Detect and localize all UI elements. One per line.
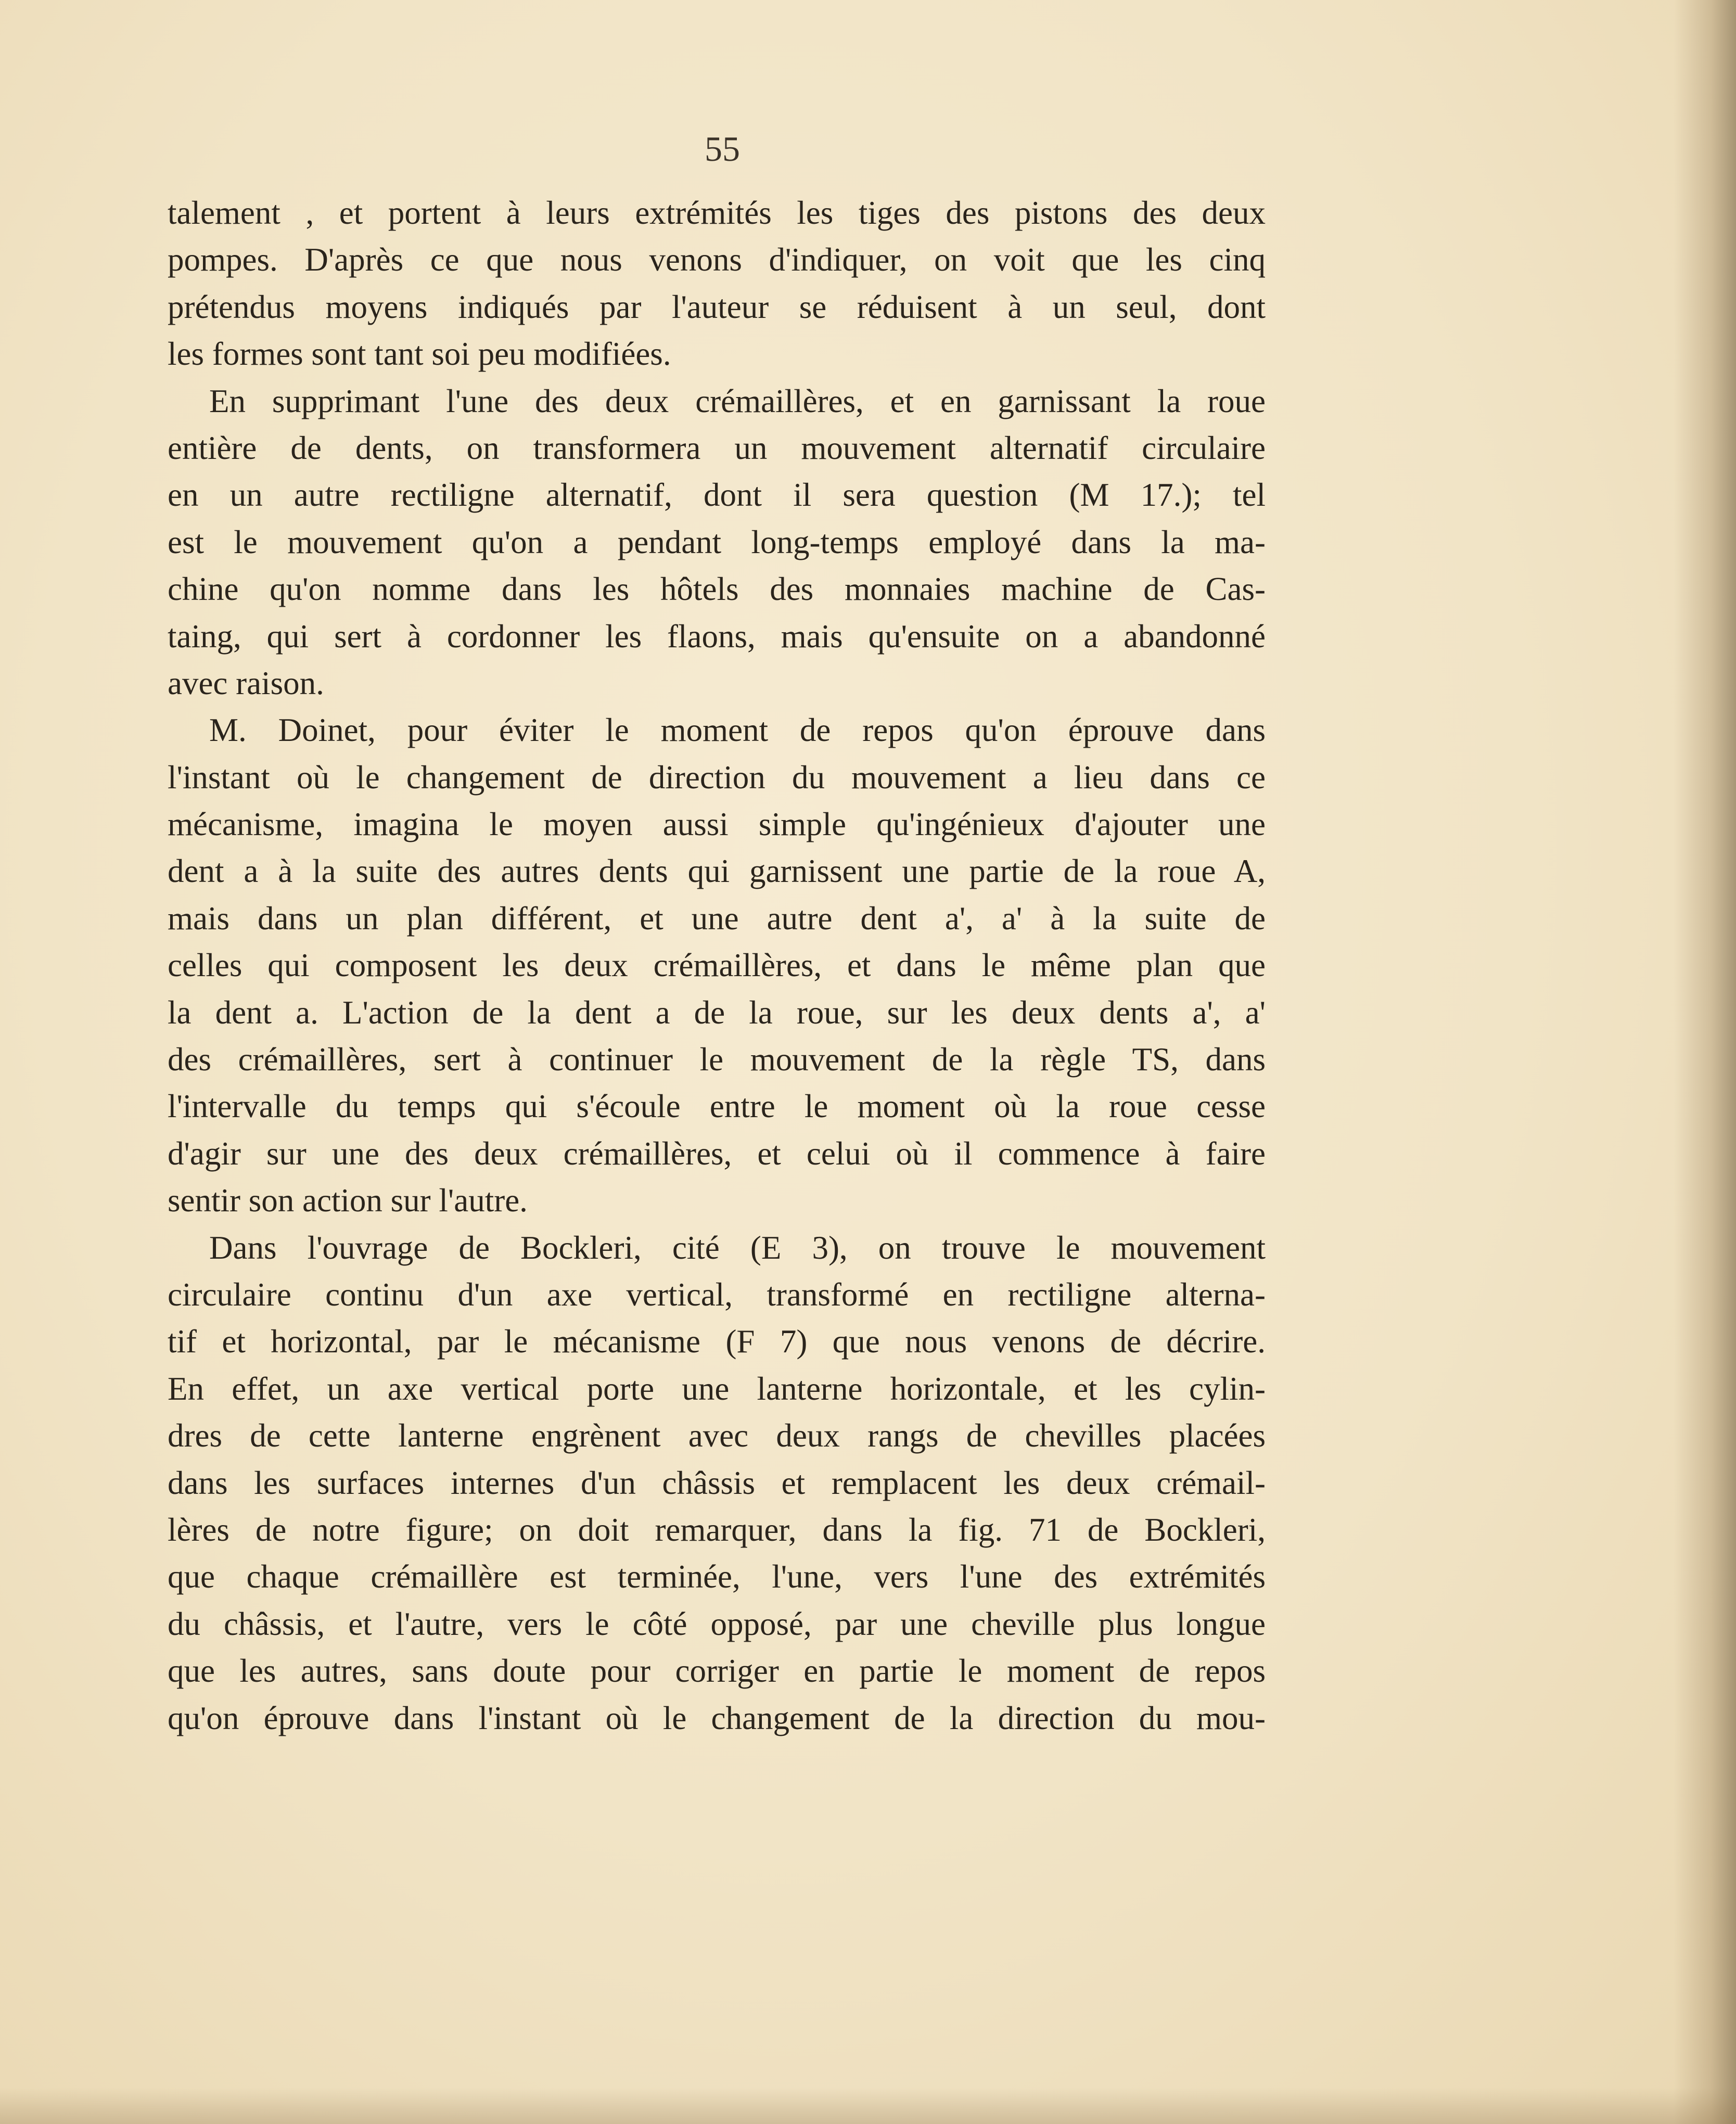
text-line: prétendus moyens indiqués par l'auteur se réduisent à un seul, dont: [168, 288, 1266, 325]
text-line: Dans l'ouvrage de Bockleri, cité (E 3), on trouve le mouvement: [209, 1229, 1266, 1266]
text-line: lères de notre figure; on doit remarquer, dans la fig. 71 de Bockleri,: [168, 1511, 1266, 1548]
body-text: [168, 189, 1266, 1742]
text-line: En supprimant l'une des deux crémaillères, et en garnissant la roue: [209, 382, 1266, 419]
text-line: pompes. D'après ce que nous venons d'indiquer, on voit que les cinq: [168, 241, 1266, 278]
text-line: qu'on éprouve dans l'instant où le changement de la direction du mou-: [168, 1699, 1266, 1736]
text-line: talement , et portent à leurs extrémités les tiges des pistons des deux: [168, 195, 1266, 231]
text-line: que chaque crémaillère est terminée, l'une, vers l'une des extrémités: [168, 1558, 1266, 1595]
text-line: mais dans un plan différent, et une autre dent a', a' à la suite de: [168, 900, 1266, 937]
text-line: dres de cette lanterne engrènent avec deux rangs de chevilles placées: [168, 1417, 1266, 1454]
page-fold-shadow: [1674, 0, 1736, 2124]
page-bottom-edge: [0, 2088, 1736, 2124]
text-line: taing, qui sert à cordonner les flaons, mais qu'ensuite on a abandonné: [168, 618, 1266, 655]
text-line: En effet, un axe vertical porte une lanterne horizontale, et les cylin-: [168, 1370, 1266, 1407]
text-line: sentir son action sur l'autre.: [168, 1182, 528, 1219]
text-line: des crémaillères, sert à continuer le mouvement de la règle TS, dans: [168, 1041, 1266, 1078]
text-line: les formes sont tant soi peu modifiées.: [168, 336, 671, 373]
text-line: l'intervalle du temps qui s'écoule entre le moment où la roue cesse: [168, 1088, 1266, 1125]
text-line: que les autres, sans doute pour corriger en partie le moment de repos: [168, 1653, 1266, 1690]
text-line: circulaire continu d'un axe vertical, transformé en rectiligne alterna-: [168, 1276, 1266, 1313]
text-line: dans les surfaces internes d'un châssis et remplacent les deux crémail-: [168, 1464, 1266, 1501]
text-line: celles qui composent les deux crémaillères, et dans le même plan que: [168, 947, 1266, 984]
text-line: en un autre rectiligne alternatif, dont il sera question (M 17.); tel: [168, 477, 1266, 514]
text-line: chine qu'on nomme dans les hôtels des monnaies machine de Cas-: [168, 571, 1266, 608]
text-line: avec raison.: [168, 664, 324, 701]
text-line: mécanisme, imagina le moyen aussi simple qu'ingénieux d'ajouter une: [168, 806, 1266, 843]
page-number: 55: [705, 129, 740, 169]
text-line: est le mouvement qu'on a pendant long-temps employé dans la ma-: [168, 523, 1266, 560]
text-line: dent a à la suite des autres dents qui garnissent une partie de la roue A,: [168, 853, 1266, 890]
text-line: du châssis, et l'autre, vers le côté opposé, par une cheville plus longue: [168, 1605, 1266, 1642]
text-line: d'agir sur une des deux crémaillères, et celui où il commence à faire: [168, 1135, 1266, 1172]
text-line: tif et horizontal, par le mécanisme (F 7) que nous venons de décrire.: [168, 1323, 1266, 1360]
text-line: l'instant où le changement de direction du mouvement a lieu dans ce: [168, 759, 1266, 796]
text-line: la dent a. L'action de la dent a de la roue, sur les deux dents a', a': [168, 994, 1266, 1031]
text-line: entière de dents, on transformera un mouvement alternatif circulaire: [168, 429, 1266, 466]
text-line: M. Doinet, pour éviter le moment de repos qu'on éprouve dans: [209, 712, 1266, 749]
